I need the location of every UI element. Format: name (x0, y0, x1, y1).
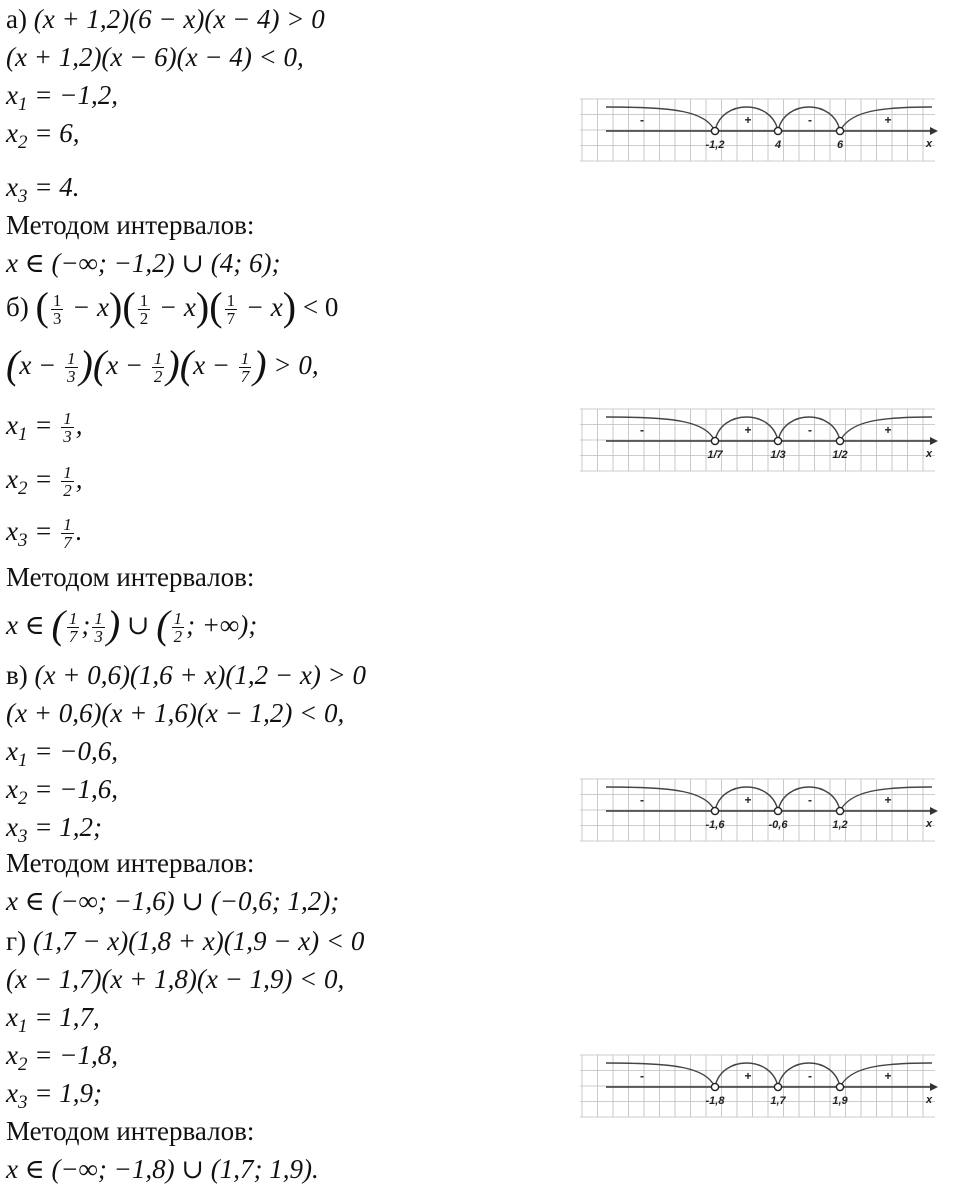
interval-sign: - (640, 423, 644, 437)
interval-sign: - (640, 113, 644, 127)
part-c-original: (x + 0,6)(1,6 + x)(1,2 − x) > 0 (34, 660, 367, 690)
part-d-answer: x ∈ (−∞; −1,8) ∪ (1,7; 1,9). (6, 1154, 319, 1184)
open-point (774, 437, 781, 444)
part-d-inequality (6, 924, 364, 958)
part-c-letter: в) (6, 660, 28, 690)
open-point (836, 807, 843, 814)
tick-label: 1,2 (832, 819, 848, 831)
number-line-svg (580, 97, 940, 167)
part-a-root-1: $x_1 = -1,2$, (6, 80, 118, 115)
part-d-root-1: $x_1 = 1,7$, (6, 1002, 100, 1037)
tick-label: 1/7 (707, 449, 723, 461)
part-c-root-2: $x_2 = -1,6$, (6, 774, 118, 809)
part-d-letter: г) (6, 926, 27, 956)
part-d-root-3: $x_3 = 1,9$; (6, 1078, 102, 1113)
interval-sign: - (808, 1069, 812, 1083)
interval-sign: - (808, 793, 812, 807)
part-b-method: Методом интервалов: (6, 562, 255, 592)
part-d-transformed: (x − 1,7)(x + 1,8)(x − 1,9) < 0, (6, 964, 345, 994)
sign-curve (606, 107, 932, 131)
part-a-transformed: (x + 1,2)(x − 6)(x − 4) < 0, (6, 42, 304, 72)
part-c-transformed: (x + 0,6)(x + 1,6)(x − 1,2) < 0, (6, 698, 345, 728)
part-d-original: (1,7 − x)(1,8 + x)(1,9 − x) < 0 (32, 926, 365, 956)
part-a-root-3: $x_3 = 4$. (6, 172, 80, 207)
interval-sign: + (744, 793, 752, 807)
part-c-inequality (6, 658, 366, 692)
tick-label: 1/3 (770, 449, 786, 461)
part-b-root-3: $x_3$ = $\frac{1}{7}$ . (6, 515, 83, 553)
axis-arrow-icon (930, 807, 938, 815)
part-c-method: Методом интервалов: (6, 848, 255, 878)
part-a-original: (x + 1,2)(6 − x)(x − 4) > 0 (33, 4, 325, 34)
part-a-inequality (6, 2, 325, 36)
tick-label: 6 (836, 139, 844, 151)
part-b-root-1: $x_1$ = $\frac{1}{3}$ , (6, 409, 83, 447)
interval-sign: + (884, 793, 892, 807)
open-point (711, 127, 718, 134)
open-point (774, 807, 781, 814)
number-line-svg (580, 407, 940, 477)
tick-label: -1,2 (705, 139, 725, 151)
part-c-root-3: $x_3 = 1,2$; (6, 812, 102, 847)
interval-sign: - (808, 113, 812, 127)
axis-arrow-icon (930, 127, 938, 135)
tick-label: -0,6 (768, 819, 788, 831)
tick-label: -1,6 (705, 819, 725, 831)
number-line-svg (580, 777, 940, 847)
open-point (774, 127, 781, 134)
open-point (711, 807, 718, 814)
open-point (836, 437, 843, 444)
interval-sign: + (884, 423, 892, 437)
sign-curve (606, 787, 932, 811)
interval-sign: + (884, 113, 892, 127)
interval-sign: - (640, 1069, 644, 1083)
interval-sign: - (808, 423, 812, 437)
part-a-answer: x ∈ (−∞; −1,2) ∪ (4; 6); (6, 248, 281, 278)
open-point (836, 1083, 843, 1090)
interval-sign: - (640, 793, 644, 807)
open-point (711, 1083, 718, 1090)
tick-label: -1,8 (705, 1095, 725, 1107)
sign-curve (606, 1063, 932, 1087)
open-point (711, 437, 718, 444)
part-c-root-1: $x_1 = -0,6$, (6, 736, 118, 771)
part-c-answer: x ∈ (−∞; −1,6) ∪ (−0,6; 1,2); (6, 886, 340, 916)
part-d-method: Методом интервалов: (6, 1116, 255, 1146)
part-b-transformed: (x − $\frac{1}{3}$ )(x − $\frac{1}{2}$ )(x − $\frac{1}{7}$ ) > 0, (6, 342, 319, 387)
part-b-root-2: $x_2$ = $\frac{1}{2}$ , (6, 463, 83, 501)
tick-label: 1/2 (832, 449, 848, 461)
open-point (836, 127, 843, 134)
part-b-letter: б) (6, 292, 29, 322)
part-a-letter: а) (6, 4, 27, 34)
interval-sign: + (744, 1069, 752, 1083)
part-d-root-2: $x_2 = -1,8$, (6, 1040, 118, 1075)
number-line-svg (580, 1053, 940, 1123)
tick-label: 1,9 (832, 1095, 848, 1107)
part-a-root-2: $x_2 = 6$, (6, 118, 80, 153)
axis-arrow-icon (930, 437, 938, 445)
interval-sign: + (744, 113, 752, 127)
interval-sign: + (744, 423, 752, 437)
axis-label: x (926, 138, 933, 150)
part-b-answer: x ∈ ( $\frac{1}{7}$ ; $\frac{1}{3}$ ) ∪ ( $\frac{1}{2}$ ; +∞); (6, 602, 258, 647)
axis-label: x (926, 448, 933, 460)
part-a-method: Методом интервалов: (6, 210, 255, 240)
part-b-inequality: б) ( $\frac{1}{3}$ − x)( $\frac{1}{2}$ − x)( $\frac{1}{7}$ − x) < 0 (6, 284, 339, 329)
part-c-interval-diagram (580, 777, 940, 847)
part-a-interval-diagram (580, 97, 940, 167)
part-d-interval-diagram (580, 1053, 940, 1123)
axis-arrow-icon (930, 1083, 938, 1091)
open-point (774, 1083, 781, 1090)
tick-label: 1,7 (770, 1095, 786, 1107)
part-b-interval-diagram (580, 407, 940, 477)
axis-label: x (926, 1094, 933, 1106)
axis-label: x (926, 818, 933, 830)
interval-sign: + (884, 1069, 892, 1083)
sign-curve (606, 417, 932, 441)
tick-label: 4 (774, 139, 782, 151)
